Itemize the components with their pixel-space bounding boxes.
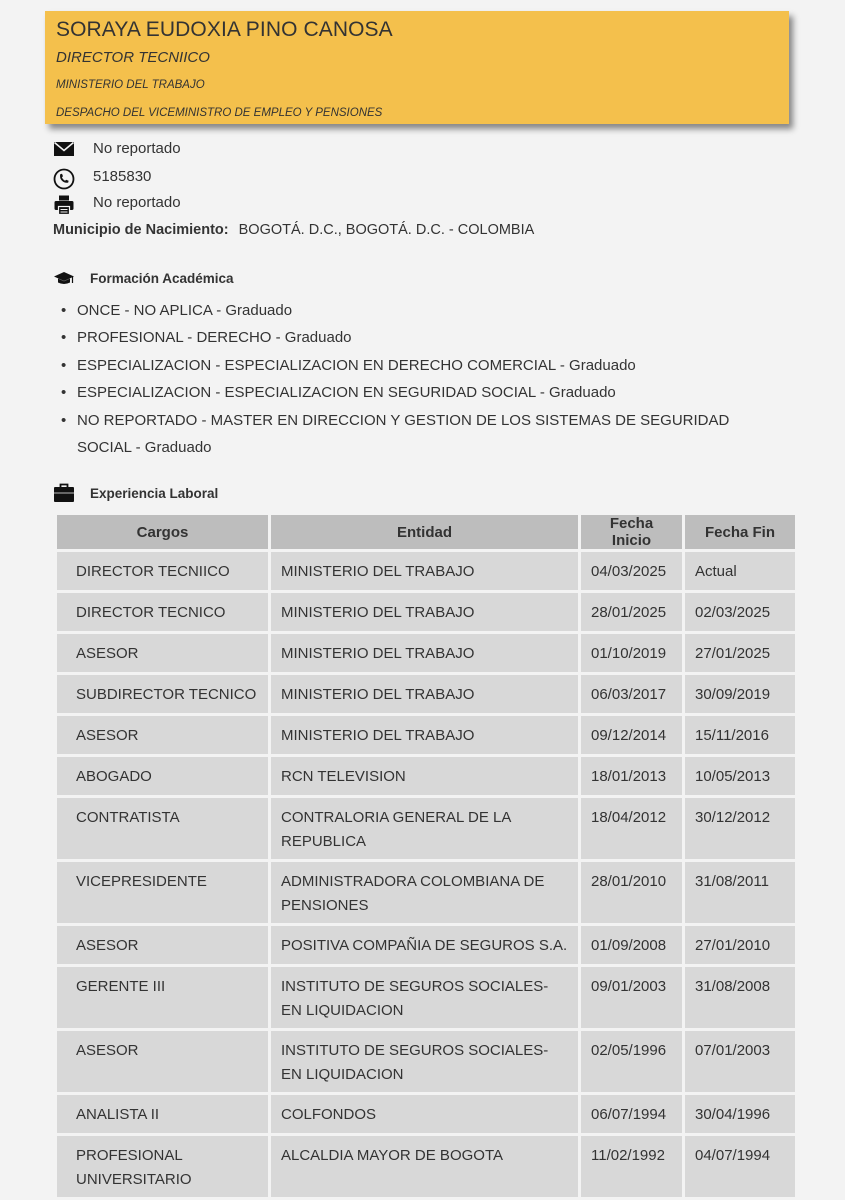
cell-fecha-inicio: 09/01/2003: [581, 967, 682, 1028]
cell-fecha-fin: 27/01/2010: [685, 926, 795, 964]
column-header-fecha-inicio: Fecha Inicio: [581, 515, 682, 549]
cell-fecha-fin: 30/09/2019: [685, 675, 795, 713]
cell-entidad: MINISTERIO DEL TRABAJO: [271, 634, 578, 672]
email-value: No reportado: [93, 140, 181, 157]
education-item: • ESPECIALIZACION - ESPECIALIZACION EN SEGURIDAD SOCIAL - Graduado: [53, 379, 773, 406]
experience-heading-label: Experiencia Laboral: [90, 486, 219, 501]
education-item: • ESPECIALIZACION - ESPECIALIZACION EN DERECHO COMERCIAL - Graduado: [53, 352, 773, 379]
experience-table: [54, 512, 798, 1200]
cell-entidad: INSTITUTO DE SEGUROS SOCIALES- EN LIQUIDACION: [271, 967, 578, 1028]
cell-cargo: CONTRATISTA: [57, 798, 268, 859]
cell-cargo: ASESOR: [57, 926, 268, 964]
cell-fecha-fin: 31/08/2008: [685, 967, 795, 1028]
graduation-cap-icon: [53, 271, 75, 290]
cell-fecha-inicio: 01/10/2019: [581, 634, 682, 672]
table-row: [57, 1136, 795, 1197]
cell-entidad: ALCALDIA MAYOR DE BOGOTA: [271, 1136, 578, 1197]
printer-icon: [53, 194, 75, 216]
profile-card: [45, 11, 789, 124]
cell-fecha-inicio: 28/01/2025: [581, 593, 682, 631]
cell-entidad: INSTITUTO DE SEGUROS SOCIALES- EN LIQUIDACION: [271, 1031, 578, 1092]
table-row: [57, 552, 795, 590]
cell-entidad: MINISTERIO DEL TRABAJO: [271, 552, 578, 590]
profile-title: DIRECTOR TECNIICO: [56, 49, 210, 66]
education-heading-label: Formación Académica: [90, 271, 234, 286]
education-item: • ONCE - NO APLICA - Graduado: [53, 297, 773, 324]
table-row: [57, 798, 795, 859]
education-item: • NO REPORTADO - MASTER EN DIRECCION Y GESTION DE LOS SISTEMAS DE SEGURIDAD SOCIAL - Graduado: [53, 407, 773, 462]
table-row: [57, 926, 795, 964]
fax-value: No reportado: [93, 194, 181, 211]
cell-fecha-inicio: 09/12/2014: [581, 716, 682, 754]
cell-fecha-fin: 31/08/2011: [685, 862, 795, 923]
cell-cargo: ABOGADO: [57, 757, 268, 795]
table-row: [57, 1095, 795, 1133]
cell-entidad: POSITIVA COMPAÑIA DE SEGUROS S.A.: [271, 926, 578, 964]
cell-entidad: COLFONDOS: [271, 1095, 578, 1133]
cell-cargo: SUBDIRECTOR TECNICO: [57, 675, 268, 713]
table-row: [57, 593, 795, 631]
education-list: [53, 297, 773, 461]
briefcase-icon: [53, 486, 75, 506]
phone-value: 5185830: [93, 168, 152, 185]
profile-ministry: MINISTERIO DEL TRABAJO: [56, 79, 205, 91]
birthplace-value: BOGOTÁ. D.C., BOGOTÁ. D.C. - COLOMBIA: [238, 222, 535, 238]
phone-icon: [53, 168, 75, 190]
table-row: [57, 1031, 795, 1092]
cell-cargo: ASESOR: [57, 1031, 268, 1092]
cell-fecha-inicio: 01/09/2008: [581, 926, 682, 964]
cell-entidad: MINISTERIO DEL TRABAJO: [271, 593, 578, 631]
cell-fecha-inicio: 18/01/2013: [581, 757, 682, 795]
cell-fecha-fin: Actual: [685, 552, 795, 590]
cell-fecha-fin: 07/01/2003: [685, 1031, 795, 1092]
cell-cargo: ASESOR: [57, 634, 268, 672]
cell-fecha-inicio: 02/05/1996: [581, 1031, 682, 1092]
column-header-entidad: Entidad: [271, 515, 578, 549]
cell-entidad: ADMINISTRADORA COLOMBIANA DE PENSIONES: [271, 862, 578, 923]
cell-fecha-fin: 04/07/1994: [685, 1136, 795, 1197]
cell-fecha-fin: 02/03/2025: [685, 593, 795, 631]
cell-cargo: VICEPRESIDENTE: [57, 862, 268, 923]
education-item: • PROFESIONAL - DERECHO - Graduado: [53, 324, 773, 351]
cell-entidad: CONTRALORIA GENERAL DE LA REPUBLICA: [271, 798, 578, 859]
cell-fecha-inicio: 06/07/1994: [581, 1095, 682, 1133]
table-row: [57, 634, 795, 672]
table-row: [57, 862, 795, 923]
cell-cargo: DIRECTOR TECNICO: [57, 593, 268, 631]
cell-fecha-fin: 15/11/2016: [685, 716, 795, 754]
cell-fecha-fin: 27/01/2025: [685, 634, 795, 672]
cell-fecha-inicio: 11/02/1992: [581, 1136, 682, 1197]
table-row: [57, 716, 795, 754]
cell-entidad: MINISTERIO DEL TRABAJO: [271, 675, 578, 713]
table-row: [57, 757, 795, 795]
cell-cargo: ASESOR: [57, 716, 268, 754]
birthplace-row: [53, 222, 534, 238]
cell-fecha-inicio: 28/01/2010: [581, 862, 682, 923]
cell-cargo: DIRECTOR TECNIICO: [57, 552, 268, 590]
cell-cargo: ANALISTA II: [57, 1095, 268, 1133]
birthplace-label: Municipio de Nacimiento:: [53, 222, 229, 238]
table-row: [57, 675, 795, 713]
cell-fecha-inicio: 06/03/2017: [581, 675, 682, 713]
cell-fecha-fin: 30/12/2012: [685, 798, 795, 859]
cell-fecha-inicio: 18/04/2012: [581, 798, 682, 859]
cell-cargo: PROFESIONAL UNIVERSITARIO: [57, 1136, 268, 1197]
profile-office: DESPACHO DEL VICEMINISTRO DE EMPLEO Y PENSIONES: [56, 107, 383, 119]
column-header-cargos: Cargos: [57, 515, 268, 549]
column-header-fecha-fin: Fecha Fin: [685, 515, 795, 549]
cell-fecha-fin: 30/04/1996: [685, 1095, 795, 1133]
table-row: [57, 967, 795, 1028]
cell-fecha-fin: 10/05/2013: [685, 757, 795, 795]
cell-entidad: MINISTERIO DEL TRABAJO: [271, 716, 578, 754]
envelope-icon: [53, 140, 75, 162]
cell-entidad: RCN TELEVISION: [271, 757, 578, 795]
cell-fecha-inicio: 04/03/2025: [581, 552, 682, 590]
cell-cargo: GERENTE III: [57, 967, 268, 1028]
table-header-row: [57, 515, 795, 549]
profile-name: SORAYA EUDOXIA PINO CANOSA: [56, 18, 393, 41]
